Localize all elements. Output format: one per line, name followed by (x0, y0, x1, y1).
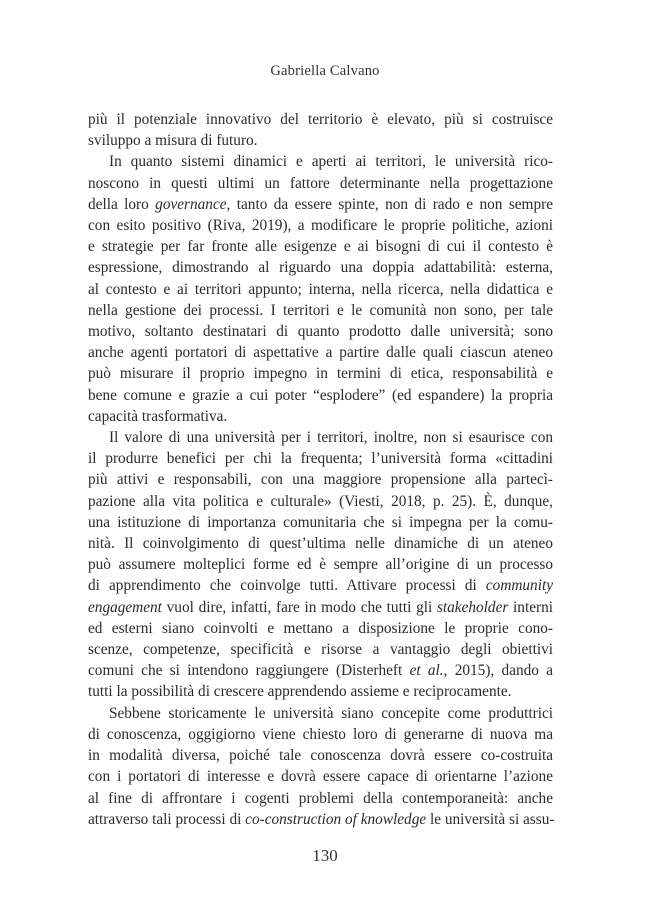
text-segment: più il potenziale innovativo del territorio è elevato, più si costruisce (88, 111, 553, 128)
italic-term: stakeholder (436, 598, 509, 616)
text-segment: pazione alla vita politica e culturale» (Viesti, 2018, p. 25). È, dunque, (88, 492, 553, 510)
text-segment: , 2015), dando a (443, 662, 554, 680)
text-segment: di apprendimento che coinvolge tutti. Attivare processi di (88, 577, 486, 595)
text-segment: capacità trasformativa. (88, 407, 228, 425)
paragraph (88, 427, 553, 703)
text-line (88, 257, 553, 278)
text-line (88, 533, 553, 554)
text-line (88, 385, 553, 406)
text-segment: espressione, dimostrando al riguardo una doppia adattabilità: esterna, (88, 259, 553, 277)
text-line (88, 788, 553, 809)
text-segment: in modalità diversa, poiché tale conoscenza dovrà essere co-costruita (88, 747, 553, 765)
text-segment: ed esterni siano coinvolti e mettano a disposizione le proprie cono- (88, 619, 553, 637)
text-segment: In quanto sistemi dinamici e aperti ai territori, le università rico- (109, 153, 553, 171)
text-line (88, 363, 553, 384)
text-line (88, 512, 553, 533)
page-number: 130 (312, 846, 338, 865)
text-line (88, 406, 553, 427)
paragraph (88, 703, 553, 830)
text-line (88, 427, 553, 448)
text-line (88, 639, 553, 660)
text-segment: tutti la possibilità di crescere apprendendo assieme e reciprocamente. (88, 683, 512, 701)
text-line (88, 703, 553, 724)
text-line (88, 597, 553, 618)
text-segment: una istituzione di importanza comunitaria che si impegna per la comu- (88, 513, 553, 531)
text-segment: il produrre benefici per chi la frequenta; l’università forma «cittadini (88, 450, 553, 468)
text-segment: e strategie per far fronte alle esigenze e ai bisogni di cui il contesto è (88, 238, 553, 256)
text-line (88, 491, 553, 512)
text-segment: nità. Il coinvolgimento di quest’ultima nelle dinamiche di un ateneo (88, 535, 553, 553)
text-line (88, 469, 553, 490)
italic-term: et al. (409, 662, 444, 680)
italic-term: co-construction of knowledge (245, 810, 427, 828)
text-segment: con i portatori di interesse e dovrà essere capace di orientarne l’azione (88, 768, 553, 786)
text-segment: della loro (88, 195, 156, 213)
text-line (88, 173, 553, 194)
text-line (88, 554, 553, 575)
text-segment: anche agenti portatori di aspettative a partire dalle quali ciascun ateneo (88, 344, 553, 362)
text-line (88, 618, 553, 639)
text-line (88, 321, 553, 342)
text-line (88, 681, 553, 702)
text-segment: Il valore di una università per i territori, inoltre, non si esaurisce con (109, 429, 553, 447)
paragraph (88, 109, 553, 151)
text-segment: al fine di affrontare i cogenti problemi della contemporaneità: anche (88, 789, 553, 807)
text-line (88, 215, 553, 236)
text-line (88, 194, 553, 215)
text-segment: , tanto da essere spinte, non di rado e non sempre (226, 195, 553, 213)
text-segment: scenze, competenze, specificità e risorse a vantaggio degli obiettivi (88, 641, 553, 659)
text-segment: attraverso tali processi di (88, 810, 246, 828)
text-line (88, 448, 553, 469)
text-segment: interni (508, 598, 553, 616)
text-line (88, 279, 553, 300)
italic-term: engagement (88, 598, 162, 616)
running-head: Gabriella Calvano (270, 63, 380, 79)
text-segment: bene comune e grazie a cui poter “esplodere” (ed espandere) la propria (88, 386, 553, 404)
italic-term: community (485, 577, 553, 595)
text-line (88, 766, 553, 787)
text-line (88, 151, 553, 172)
text-line (88, 724, 553, 745)
text-line (88, 236, 553, 257)
paragraph (88, 151, 553, 427)
text-segment: più attivi e responsabili, con una maggiore propensione alla partecì- (88, 471, 553, 489)
text-segment: con esito positivo (Riva, 2019), a modificare le proprie politiche, azioni (88, 217, 553, 235)
text-line (88, 660, 553, 681)
text-line (88, 809, 553, 830)
text-segment: vuol dire, infatti, fare in modo che tutti gli (161, 598, 437, 616)
text-line (88, 109, 553, 130)
text-segment: noscono in questi ultimi un fattore determinante nella progettazione (88, 174, 553, 192)
text-line (88, 130, 553, 151)
text-segment: nella gestione dei processi. I territori e le comunità non sono, per tale (88, 301, 553, 319)
italic-term: governance (155, 195, 227, 213)
text-segment: di conoscenza, oggigiorno viene chiesto loro di generarne di nuova ma (88, 725, 553, 743)
text-line (88, 342, 553, 363)
text-segment: Sebbene storicamente le università siano concepite come produttrici (109, 704, 553, 722)
text-line (88, 300, 553, 321)
text-segment: al contesto e ai territori appunto; interna, nella ricerca, nella didattica e (88, 280, 553, 298)
text-segment: motivo, soltanto destinatari di quanto prodotto dalle università; sono (88, 323, 553, 341)
text-segment: può misurare il proprio impegno in termini di etica, responsabilità e (88, 365, 553, 383)
text-segment: può assumere molteplici forme ed è sempre all’origine di un processo (88, 556, 553, 574)
text-segment: sviluppo a misura di futuro. (88, 132, 258, 150)
text-line (88, 745, 553, 766)
body-text (88, 109, 553, 830)
text-segment: comuni che si intendono raggiungere (Disterheft (88, 662, 410, 680)
text-line (88, 575, 553, 596)
text-segment: le università si assu- (426, 810, 555, 828)
